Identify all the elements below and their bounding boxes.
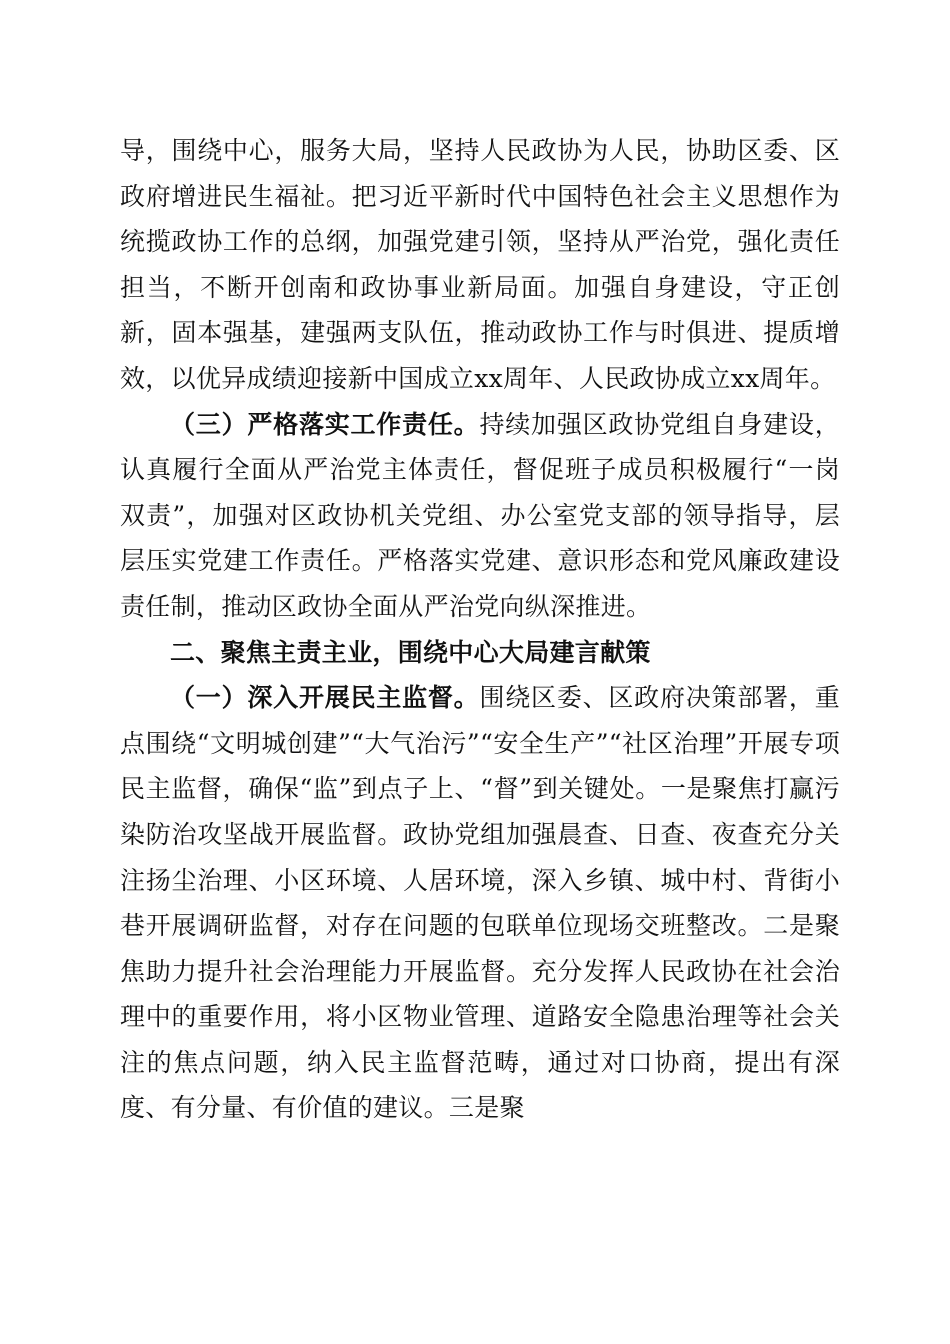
paragraph-work-responsibility	[120, 402, 840, 630]
paragraph-lead: （一）深入开展民主监督。	[170, 683, 480, 713]
paragraph-democratic-supervision	[120, 675, 840, 1131]
section-heading: 二、聚焦主责主业，围绕中心大局建言献策	[170, 637, 651, 667]
paragraph-text: 导，围绕中心，服务大局，坚持人民政协为人民，协助区委、区政府增进民生福祉。把习近平新时代中国特色社会主义思想作为统揽政协工作的总纲，加强党建引领，坚持从严治党，强化责任担当，不断开创南和政协事业新局面。加强自身建设，守正创新，固本强基，建强两支队伍，推动政协工作与时俱进、提质增效，以优异成绩迎接新中国成立xx周年、人民政协成立xx周年。	[120, 136, 840, 393]
paragraph-lead: （三）严格落实工作责任。	[170, 409, 480, 439]
document-page	[120, 128, 840, 1131]
paragraph-continuation	[120, 128, 840, 402]
paragraph-text: 围绕区委、区政府决策部署，重点围绕“文明城创建”“大气治污”“安全生产”“社区治理”开展专项民主监督，确保“监”到点子上、“督”到关键处。一是聚焦打赢污染防治攻坚战开展监督。政协党组加强晨查、日查、夜查充分关注扬尘治理、小区环境、人居环境，深入乡镇、城中村、背街小巷开展调研监督，对存在问题的包联单位现场交班整改。二是聚焦助力提升社会治理能力开展监督。充分发挥人民政协在社会治理中的重要作用，将小区物业管理、道路安全隐患治理等社会关注的焦点问题，纳入民主监督范畴，通过对口协商，提出有深度、有分量、有价值的建议。三是聚	[120, 683, 840, 1123]
paragraph-text: 持续加强区政协党组自身建设，认真履行全面从严治党主体责任，督促班子成员积极履行“一岗双责”，加强对区政协机关党组、办公室党支部的领导指导，层层压实党建工作责任。严格落实党建、意识形态和党风廉政建设责任制，推动区政协全面从严治党向纵深推进。	[120, 409, 840, 621]
